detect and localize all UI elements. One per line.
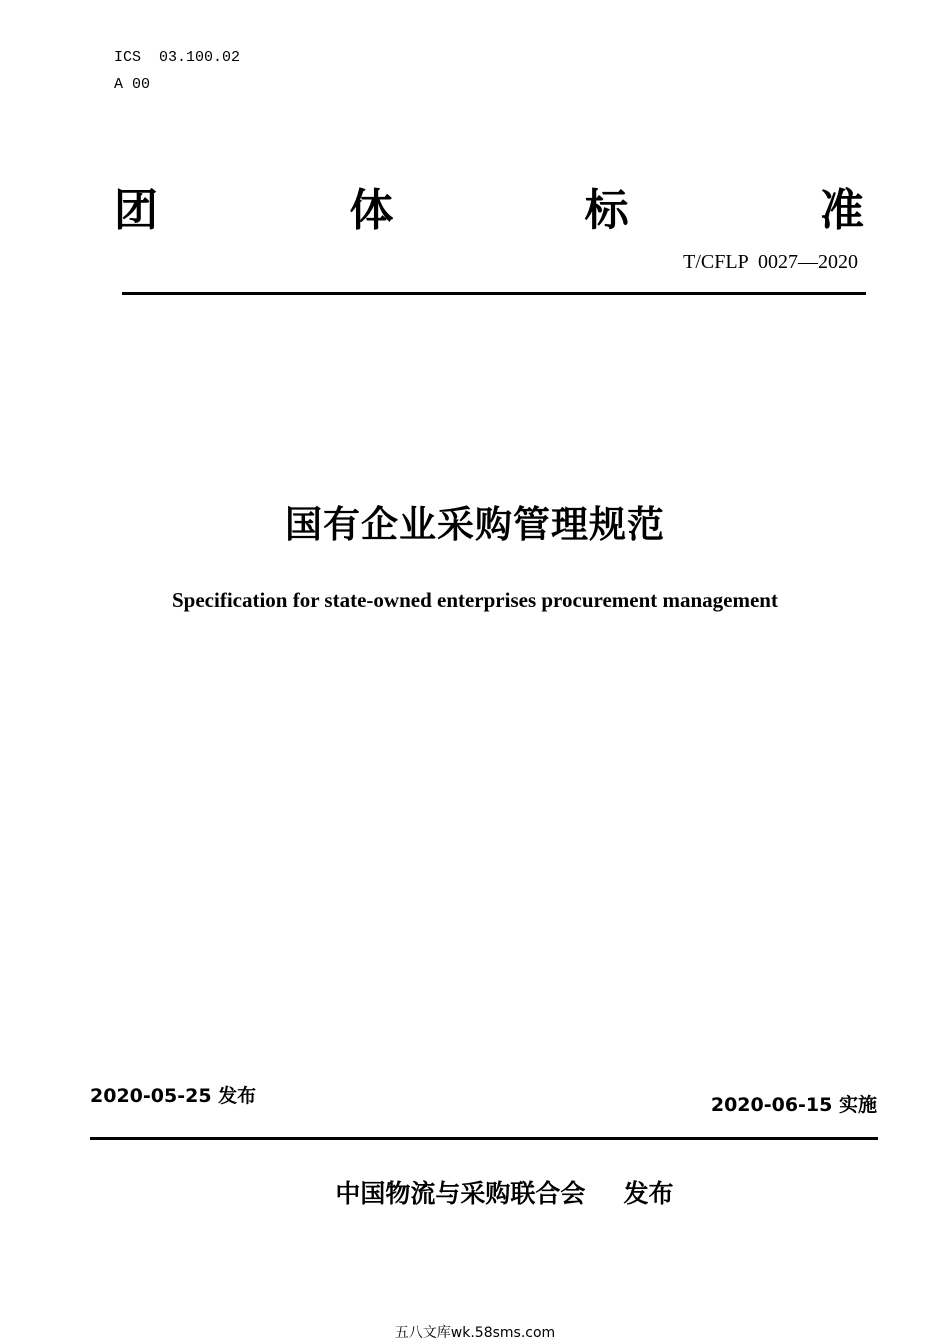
document-title-zh: 国有企业采购管理规范 (285, 503, 665, 546)
publisher-line (318, 1146, 673, 1210)
standard-type-heading (114, 183, 864, 239)
standard-type-char: 团 (114, 185, 158, 236)
implementation-date: 2020-06-15 实施 (710, 1094, 877, 1116)
ccs-code: A 00 (114, 76, 151, 93)
header-rule (122, 292, 866, 295)
publisher-label: 发布 (623, 1179, 674, 1208)
publisher-name: 中国物流与采购联合会 (335, 1179, 586, 1208)
ics-code: ICS 03.100.02 (114, 49, 241, 66)
standard-type-char: 准 (819, 185, 864, 236)
standard-type-char: 标 (584, 185, 629, 236)
issue-date: 2020-05-25 发布 (90, 1085, 257, 1107)
footer-rule (90, 1137, 878, 1140)
document-title-en: Specification for state-owned enterprises procurement management (172, 588, 778, 612)
watermark-text: 五八文库wk.58sms.com (394, 1325, 556, 1341)
standard-number: T/CFLP 0027—2020 (683, 251, 858, 273)
standard-type-char: 体 (349, 185, 394, 236)
